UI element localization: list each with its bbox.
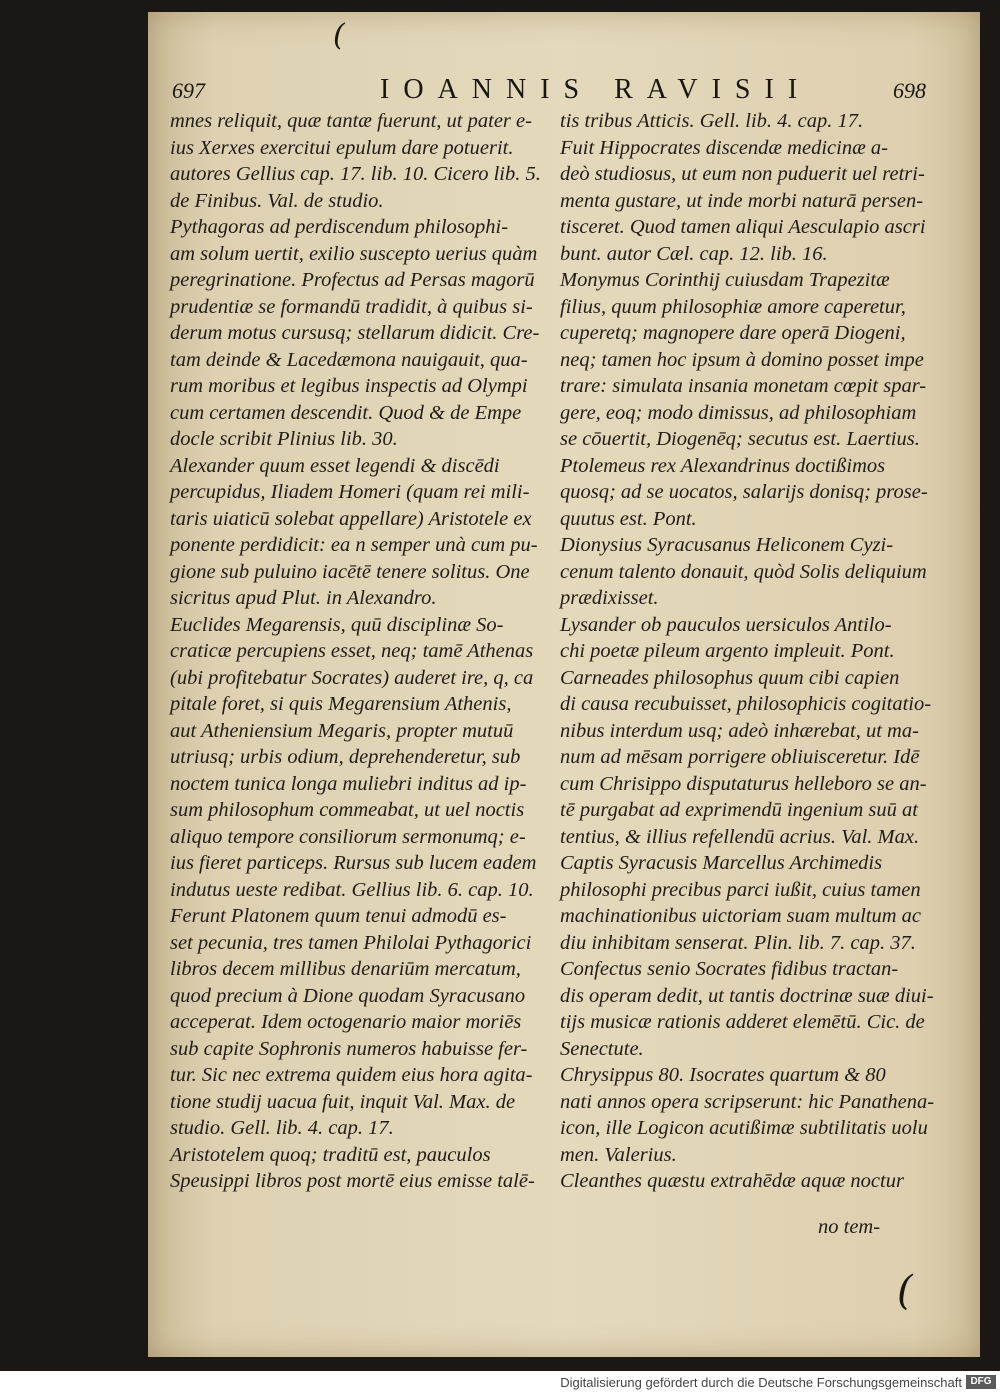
text-line: tione studij uacua fuit, inquit Val. Max. de	[170, 1090, 516, 1113]
text-line: se cōuertit, Diogenēq; secutus est. Laertius.	[560, 428, 920, 450]
text-line: acceperat. Idem octogenario maior moriēs	[170, 1011, 522, 1033]
text-line: set pecunia, tres tamen Philolai Pythagorici	[170, 931, 532, 954]
text-line: tijs musicæ rationis adderet elemētū. Cic. de	[560, 1011, 925, 1033]
text-line: Monymus Corinthij cuiusdam Trapezitæ	[560, 269, 890, 291]
text-line: studio. Gell. lib. 4. cap. 17.	[170, 1117, 394, 1139]
text-line: Confectus senio Socrates fidibus tractan-	[560, 958, 899, 980]
text-line: Aristotelem quoq; traditū est, pauculos	[170, 1143, 491, 1166]
text-line: aut Atheniensium Megaris, propter mutuū	[170, 719, 514, 742]
text-line: Pythagoras ad perdiscendum philosophi-	[170, 216, 509, 238]
text-line: Fuit Hippocrates discendæ medicinæ a-	[560, 136, 888, 159]
text-line: taris uiaticū solebat appellare) Aristotele ex	[170, 507, 532, 530]
text-line: tis tribus Atticis. Gell. lib. 4. cap. 17.	[560, 110, 864, 132]
text-line: noctem tunica longa muliebri inditus ad ip-	[170, 772, 527, 795]
text-line: chi poetæ pileum argento impleuit. Pont.	[560, 640, 895, 662]
text-line: quosq; ad se uocatos, salarijs donisq; prose-	[560, 481, 928, 503]
text-line: nati annos opera scripserunt: hic Panathena-	[560, 1090, 935, 1113]
text-line: icon, ille Logicon acutißimæ subtilitatis uolu	[560, 1117, 928, 1139]
right-page-number: 698	[893, 78, 926, 103]
funding-notice: Digitalisierung gefördert durch die Deutsche Forschungsgemeinschaft	[560, 1375, 962, 1390]
text-line: trare: simulata insania monetam cœpit spar-	[560, 375, 927, 397]
dfg-logo: DFG	[966, 1375, 996, 1389]
text-line: cum certamen descendit. Quod & de Empe	[170, 401, 522, 424]
text-line: quutus est. Pont.	[560, 507, 697, 530]
text-line: derum motus cursusq; stellarum didicit. Cre-	[170, 322, 540, 344]
text-line: neq; tamen hoc ipsum à domino posset impe	[560, 348, 924, 371]
text-line: bunt. autor Cæl. cap. 12. lib. 16.	[560, 242, 828, 265]
text-line: cenum talento donauit, quòd Solis deliquium	[560, 560, 927, 583]
text-line: dis operam dedit, ut tantis doctrinæ suæ diui-	[560, 984, 934, 1007]
text-line: di causa recubuisset, philosophicis cogitatio-	[560, 693, 932, 715]
text-line: gere, eoq; modo dimissus, ad philosophiam	[560, 401, 917, 424]
text-line: tentius, & illius refellendū acrius. Val. Max.	[560, 825, 920, 848]
text-line: ius Xerxes exercitui epulum dare potuerit.	[170, 136, 514, 159]
text-line: cum Chrisippo disputaturus helleboro se an-	[560, 772, 927, 795]
text-line: machinationibus uictoriam suam multum ac	[560, 905, 922, 927]
bottom-margin-mark: (	[897, 1268, 913, 1314]
text-line: indutus ueste redibat. Gellius lib. 6. cap. 10.	[170, 878, 534, 901]
text-line: Speusippi libros post mortē eius emisse talē-	[170, 1170, 535, 1192]
top-margin-mark: (	[333, 18, 345, 53]
footer-bar	[0, 1371, 1000, 1394]
text-line: Ferunt Platonem quum tenui admodū es-	[170, 905, 507, 927]
text-line: utriusq; urbis odium, deprehenderetur, sub	[170, 746, 521, 768]
text-line: tē purgabat ad exprimendū ingenium suū at	[560, 799, 918, 821]
text-line: Cleanthes quæstu extrahēdæ aquæ noctur	[560, 1170, 904, 1192]
text-line: Chrysippus 80. Isocrates quartum & 80	[560, 1064, 886, 1086]
text-line: menta gustare, ut inde morbi naturā persen-	[560, 189, 924, 212]
left-text-column	[170, 108, 540, 1195]
text-line: Ptolemeus rex Alexandrinus doctißimos	[560, 454, 886, 477]
text-line: libros decem millibus denariūm mercatum,	[170, 958, 521, 980]
text-line: Carneades philosophus quum cibi capien	[560, 666, 900, 689]
text-line: (ubi profitebatur Socrates) auderet ire, q, ca	[170, 666, 534, 689]
text-line: Captis Syracusis Marcellus Archimedis	[560, 852, 883, 874]
text-line: am solum uertit, exilio suscepto uerius quàm	[170, 242, 538, 265]
text-line: docle scribit Plinius lib. 30.	[170, 428, 398, 450]
text-line: pitale foret, si quis Megarensium Athenis,	[170, 693, 512, 715]
text-line: autores Gellius cap. 17. lib. 10. Cicero lib. 5.	[170, 163, 541, 185]
text-line: tur. Sic nec extrema quidem eius hora agita-	[170, 1064, 533, 1086]
text-line: mnes reliquit, quæ tantæ fuerunt, ut pater e-	[170, 110, 532, 132]
text-line: Lysander ob pauculos uersiculos Antilo-	[560, 613, 892, 636]
running-header: IOANNIS RAVISII	[380, 74, 812, 105]
text-line: sum philosophum commeabat, ut uel noctis	[170, 799, 525, 821]
text-line: prædixisset.	[560, 587, 659, 609]
text-line: tisceret. Quod tamen aliqui Aesculapio ascri	[560, 216, 926, 238]
text-line: Euclides Megarensis, quū disciplinæ So-	[170, 613, 504, 636]
text-line: nibus interdum usq; adeò inhærebat, ut ma-	[560, 719, 919, 742]
text-line: Alexander quum esset legendi & discēdi	[170, 454, 500, 477]
text-line: prudentiæ se formandū tradidit, à quibus si-	[170, 295, 533, 318]
text-line: ponente perdidicit: ea n semper unà cum pu-	[170, 534, 538, 556]
text-line: ius fieret particeps. Rursus sub lucem eadem	[170, 852, 537, 874]
left-page-number: 697	[172, 78, 205, 103]
text-line: quod precium à Dione quodam Syracusano	[170, 984, 526, 1007]
right-text-column	[560, 108, 935, 1195]
text-line: sicritus apud Plut. in Alexandro.	[170, 587, 437, 609]
text-line: aliquo tempore consiliorum sermonumq; e-	[170, 825, 526, 848]
text-line: deò studiosus, ut eum non puduerit uel retri-	[560, 163, 925, 185]
text-line: Senectute.	[560, 1037, 644, 1060]
text-line: men. Valerius.	[560, 1143, 677, 1166]
text-line: peregrinatione. Profectus ad Persas magorū	[170, 269, 535, 291]
text-line: diu inhibitam senserat. Plin. lib. 7. cap. 37.	[560, 931, 916, 954]
text-line: Dionysius Syracusanus Heliconem Cyzi-	[560, 534, 894, 556]
text-line: rum moribus et legibus inspectis ad Olympi	[170, 375, 528, 397]
text-line: tam deinde & Lacedæmona nauigauit, qua-	[170, 348, 528, 371]
text-line: cuperetq; magnopere dare operā Diogeni,	[560, 322, 906, 344]
text-line: craticæ percupiens esset, neq; tamē Athenas	[170, 640, 534, 662]
text-line: num ad mēsam porrigere obliuisceretur. Idē	[560, 746, 920, 768]
text-line: filius, quum philosophiæ amore caperetur,	[560, 295, 906, 318]
text-line: sub capite Sophronis numeros habuisse fer-	[170, 1037, 528, 1060]
catchword: no tem-	[818, 1216, 881, 1238]
text-line: philosophi precibus parci iußit, cuius tamen	[560, 878, 921, 901]
text-line: de Finibus. Val. de studio.	[170, 189, 384, 212]
text-line: gione sub puluino iacētē tenere solitus. One	[170, 560, 530, 583]
text-line: percupidus, Iliadem Homeri (quam rei mili-	[170, 481, 530, 503]
